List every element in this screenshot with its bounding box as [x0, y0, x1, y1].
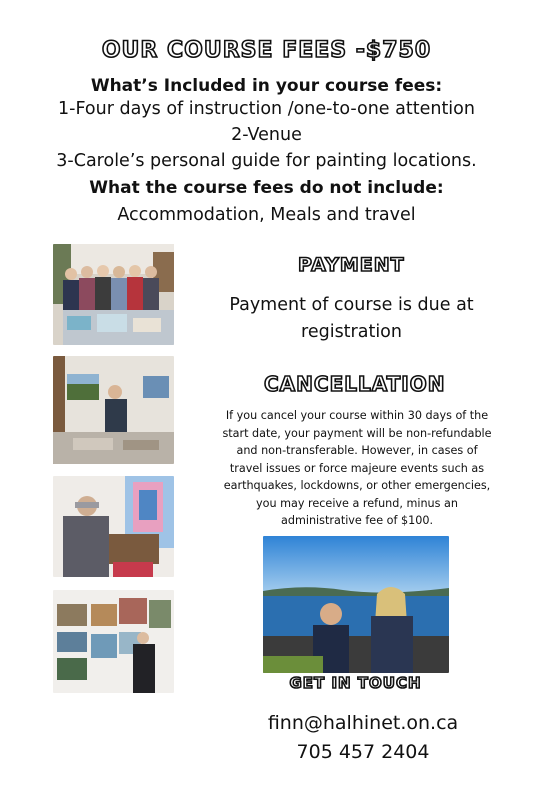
- group-photo: [53, 244, 174, 345]
- painter-photo: [53, 476, 174, 577]
- included-item-1: 1-Four days of instruction /one-to-one attention: [58, 99, 475, 119]
- cancellation-heading: CANCELLATION: [264, 372, 446, 396]
- lakeside-photo: [263, 536, 449, 673]
- get-in-touch-heading: GET IN TOUCH: [289, 674, 422, 692]
- included-item-2: 2-Venue: [231, 125, 302, 145]
- easel-photo: [53, 356, 174, 464]
- gallery-photo: [53, 590, 174, 693]
- payment-heading: PAYMENT: [298, 254, 405, 276]
- payment-text: Payment of course is due at registration: [229, 295, 474, 342]
- excluded-items: Accommodation, Meals and travel: [117, 205, 416, 225]
- contact-phone[interactable]: 705 457 2404: [296, 741, 430, 763]
- included-heading: What’s Included in your course fees:: [90, 76, 443, 96]
- fees-title: OUR COURSE FEES -$750: [101, 38, 432, 63]
- excluded-heading: What the course fees do not include:: [89, 178, 444, 198]
- cancellation-text: If you cancel your course within 30 days of the start date, your payment will be non-refundable and non-transferable. However, in cases of travel issues or force majeure events such as earthquakes, lockdowns, or other emergencies, you may receive a refund, minus an administrative fee of $100.: [222, 409, 492, 527]
- contact-email[interactable]: finn@halhinet.on.ca: [267, 712, 459, 734]
- included-item-3: 3-Carole’s personal guide for painting locations.: [56, 151, 477, 171]
